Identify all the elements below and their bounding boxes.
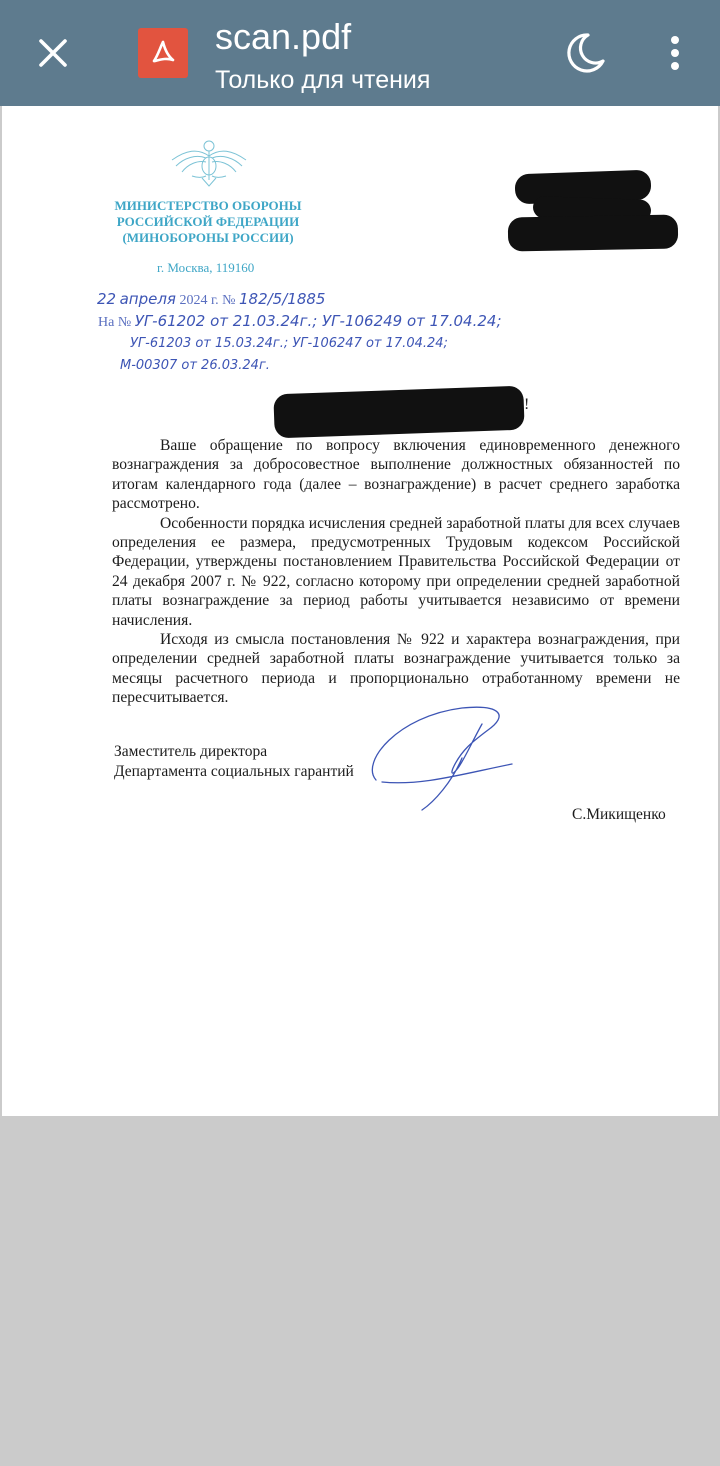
document-number: 182/5/1885 xyxy=(239,290,326,308)
date-line xyxy=(97,290,325,309)
date-day: 22 xyxy=(97,290,117,308)
ministry-line: РОССИЙСКОЙ ФЕДЕРАЦИИ xyxy=(116,214,300,229)
signer-title-line: Заместитель директора xyxy=(114,743,268,760)
date-month: апреля xyxy=(119,290,176,308)
reference-numbers: УГ-61202 от 21.03.24г.; УГ-106249 от 17.04.24; xyxy=(134,312,502,330)
read-only-label: Только для чтения xyxy=(215,66,431,94)
reference-prefix: На № xyxy=(98,315,132,330)
reference-numbers: М-00307 от 26.03.24г. xyxy=(120,358,270,373)
signer-name: С.Микищенко xyxy=(572,806,666,823)
city-address: г. Москва, 119160 xyxy=(157,260,255,275)
body-paragraph: Исходя из смысла постановления № 922 и характера вознаграждения, при определении средней заработной платы вознаграждение учитывается только за месяцы расчетного периода и пропорционально отработанному времени не пересчитывается. xyxy=(112,631,680,707)
ministry-line: МИНИСТЕРСТВО ОБОРОНЫ xyxy=(114,198,302,213)
eagle-emblem xyxy=(162,132,256,188)
reference-line xyxy=(130,334,448,352)
signer-title xyxy=(114,742,354,782)
app-toolbar xyxy=(0,0,720,106)
letter-body xyxy=(112,436,680,708)
ministry-line: (МИНОБОРОНЫ РОССИИ) xyxy=(122,230,294,245)
reference-line xyxy=(120,356,270,374)
close-icon[interactable] xyxy=(34,34,72,72)
body-paragraph: Особенности порядка исчисления средней заработной платы для всех случаев определения ее размера, предусмотренных Трудовым кодексом Российской Федерации, утверждены постановлением Правительства Российской Федерации от 24 декабря 2007 г. № 922, согласно которому при определении средней заработной платы вознаграждение за период работы учитывается независимо от времени начисления. xyxy=(112,514,680,629)
ministry-header xyxy=(92,198,324,246)
file-title: scan.pdf xyxy=(215,16,352,57)
pdf-page[interactable] xyxy=(2,106,718,1116)
pdf-file-icon xyxy=(138,28,188,78)
reference-line xyxy=(98,312,502,331)
date-year: 2024 г. № xyxy=(179,293,236,308)
body-paragraph: Ваше обращение по вопросу включения единовременного денежного вознаграждения за добросовестное выполнение должностных обязанностей по итогам календарного года (далее – вознаграждение) в расчет среднего заработка рассмотрено. xyxy=(112,437,680,513)
redaction-mark xyxy=(273,386,524,439)
greeting-exclamation: ! xyxy=(524,396,530,413)
redaction-mark xyxy=(508,215,679,252)
reference-numbers: УГ-61203 от 15.03.24г.; УГ-106247 от 17.04.24; xyxy=(130,336,448,351)
moon-icon[interactable] xyxy=(562,30,608,76)
more-vert-icon[interactable] xyxy=(660,32,690,74)
handwritten-signature xyxy=(362,702,532,816)
signer-title-line: Департамента социальных гарантий xyxy=(114,763,354,780)
